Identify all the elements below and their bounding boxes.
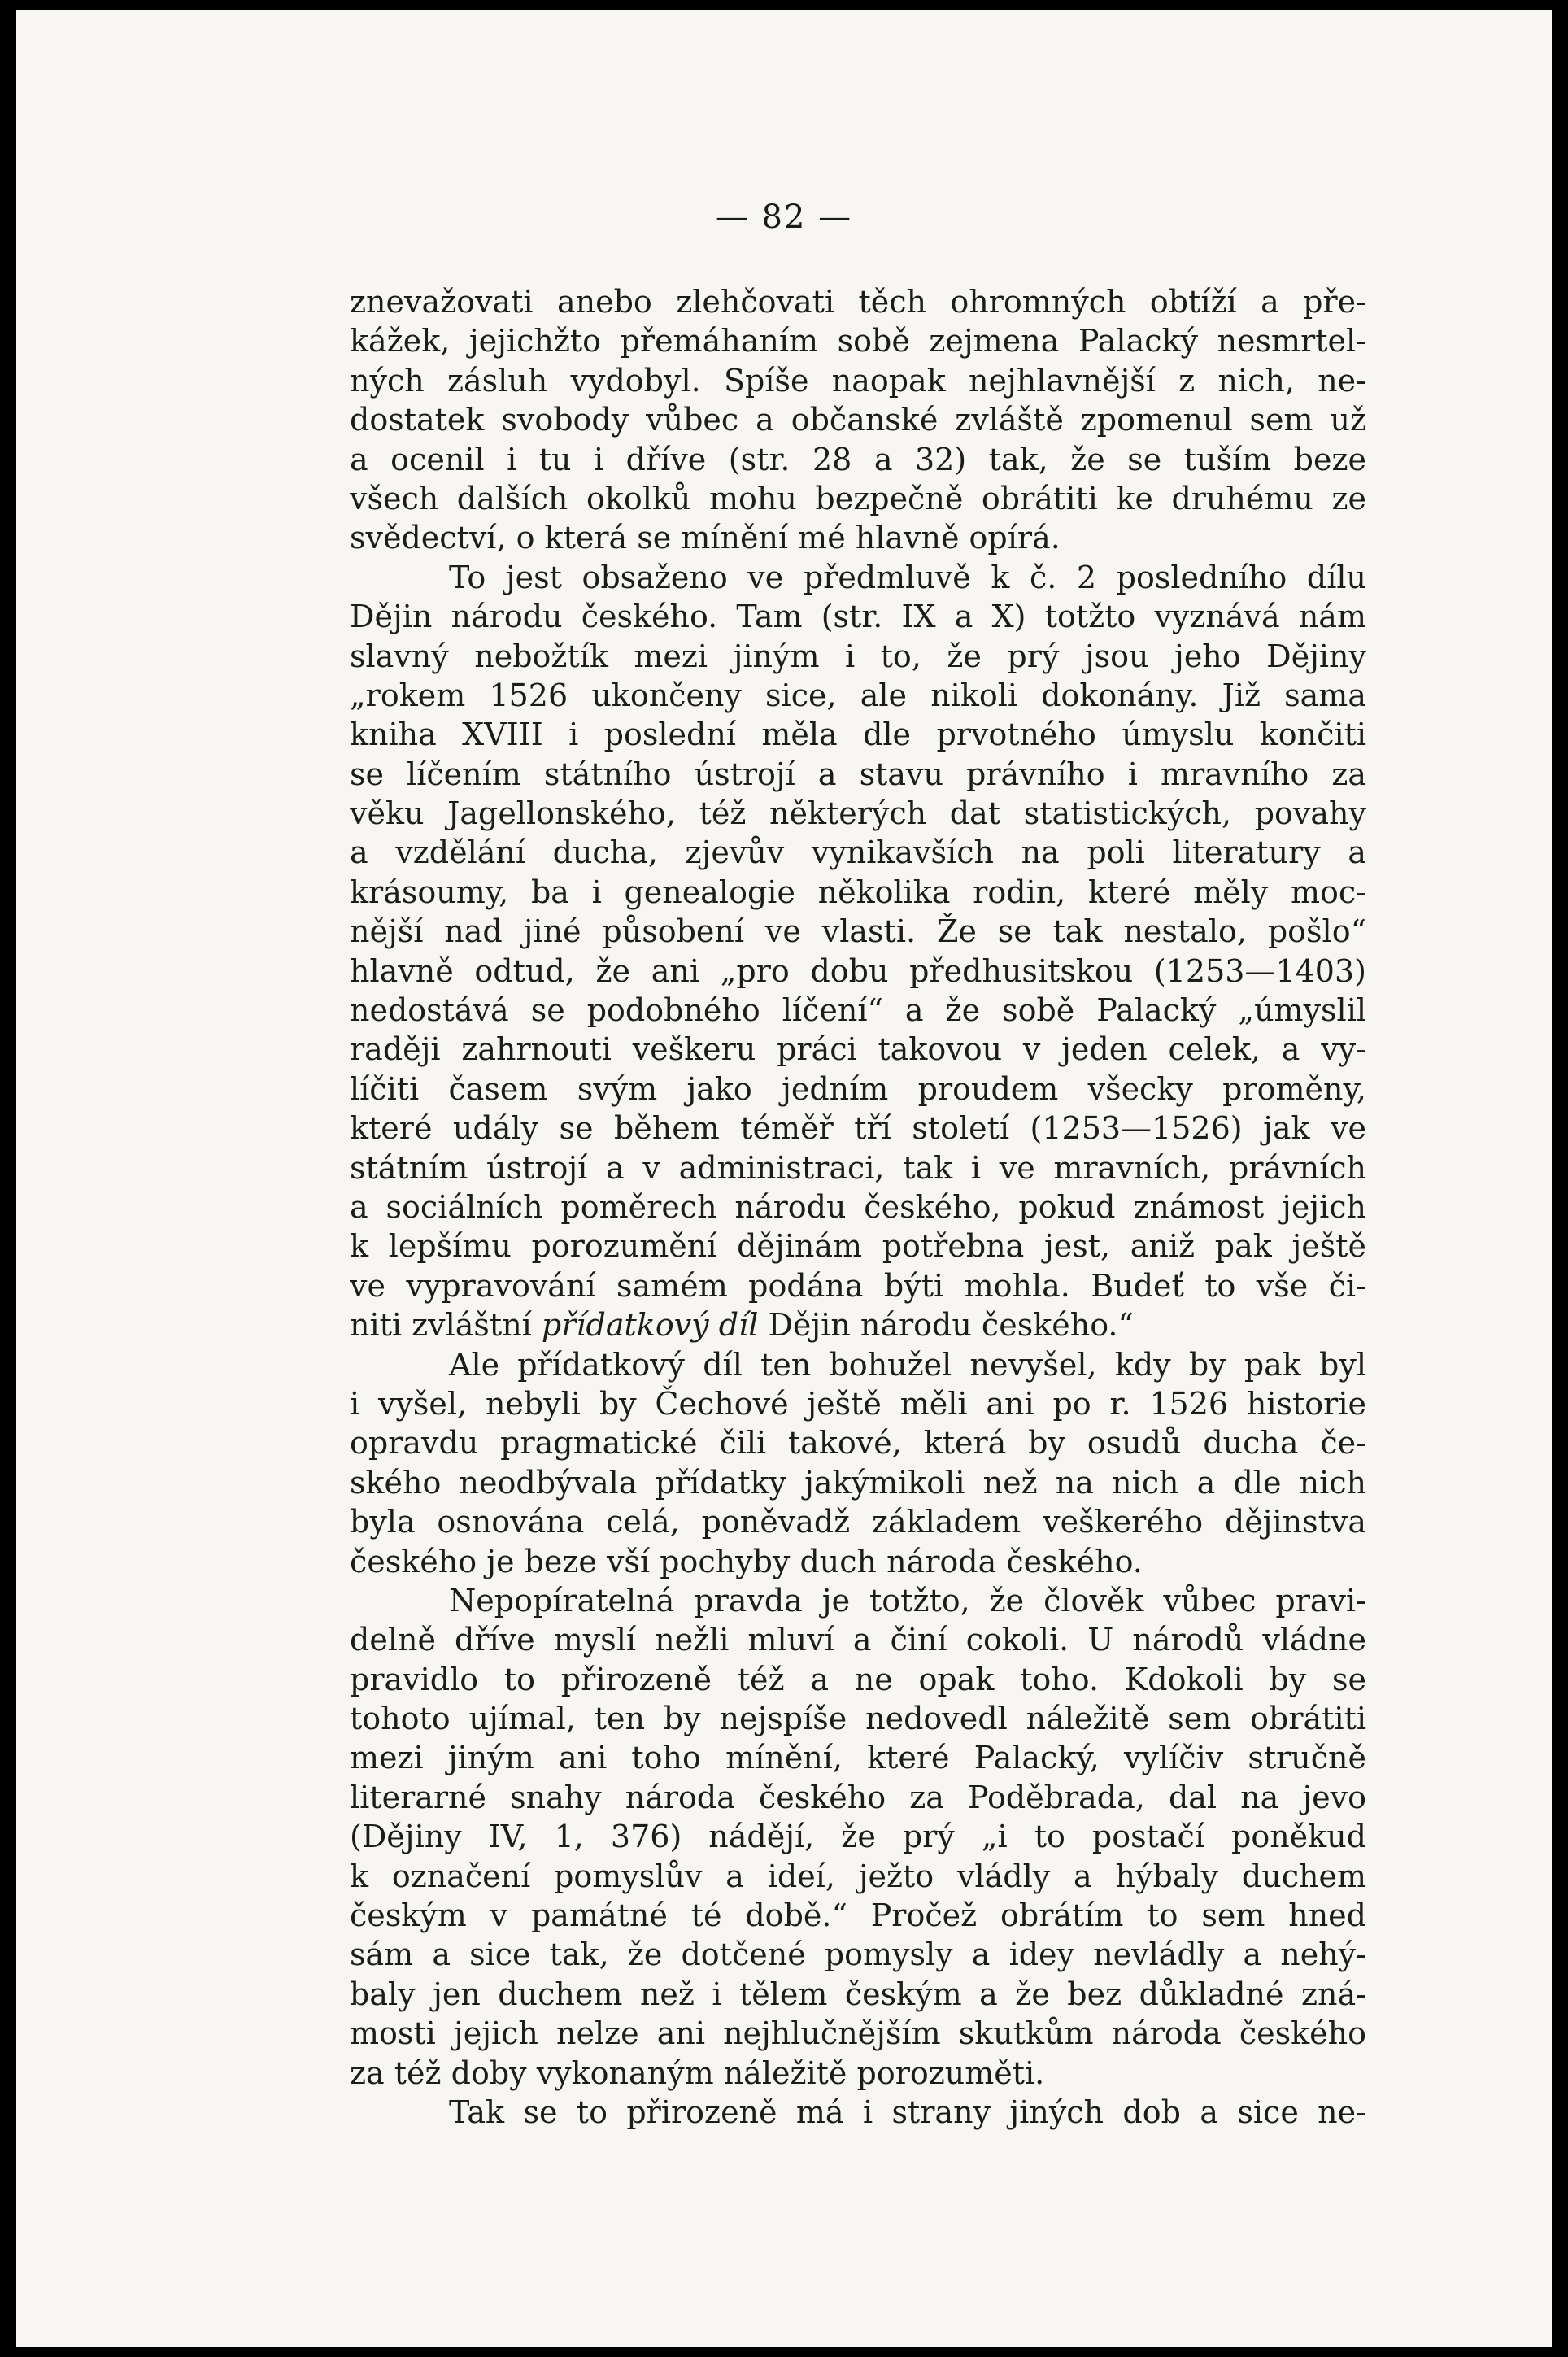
text-line: slavný nebožtík mezi jiným i to, že prý jsou jeho Dějiny	[350, 638, 1366, 674]
text-line: a sociálních poměrech národu českého, pokud známost jejich	[350, 1188, 1366, 1225]
text-line: Nepopíratelná pravda je totžto, že člověk vůbec pravi-	[449, 1582, 1366, 1619]
text-line: ve vypravování samém podána býti mohla. Budeť to vše či-	[350, 1267, 1366, 1304]
text-line: delně dříve myslí nežli mluví a činí cokoli. U národů vládne	[350, 1622, 1366, 1658]
text-line: všech dalších okolků mohu bezpečně obrátiti ke druhému ze	[350, 480, 1366, 516]
text-line: pravidlo to přirozeně též a ne opak toho. Kdokoli by se	[350, 1661, 1366, 1697]
text-line: se líčením státního ústrojí a stavu právního i mravního za	[350, 756, 1366, 792]
text-line: literarné snahy národa českého za Poděbrada, dal na jevo	[350, 1779, 1366, 1815]
italic-term: přídatkový díl	[541, 1307, 759, 1344]
text-line: baly jen duchem než i tělem českým a že bez důkladné zná-	[350, 1976, 1366, 2012]
text-line: hlavně odtud, že ani „pro dobu předhusitskou (1253—1403)	[350, 952, 1366, 989]
text-line: českého je beze vší pochyby duch národa českého.	[350, 1543, 1143, 1579]
text-line: Ale přídatkový díl ten bohužel nevyšel, kdy by pak byl	[449, 1346, 1366, 1383]
paragraph	[350, 2093, 1366, 2132]
text-line: dostatek svobody vůbec a občanské zvláště zpomenul sem už	[350, 402, 1366, 438]
text-line: byla osnována celá, poněvadž základem veškerého dějinstva	[350, 1504, 1366, 1540]
text-line: k lepšímu porozumění dějinám potřebna jest, aniž pak ještě	[350, 1228, 1366, 1265]
text-line: nější nad jiné působení ve vlasti. Že se tak nestalo, pošlo“	[350, 913, 1366, 950]
text-line: opravdu pragmatické čili takové, která by osudů ducha če-	[350, 1425, 1366, 1462]
paragraph	[350, 1345, 1366, 1581]
text-line: svědectví, o která se mínění mé hlavně opírá.	[350, 520, 1061, 556]
text-line: věku Jagellonského, též některých dat statistických, povahy	[350, 795, 1366, 832]
text-line: (Dějiny IV, 1, 376) nádějí, že prý „i to postačí poněkud	[350, 1819, 1366, 1855]
paragraph	[350, 558, 1366, 1345]
text-line: k označení pomyslův a ideí, ježto vládly a hýbaly duchem	[350, 1858, 1366, 1894]
text-line: státním ústrojí a v administraci, tak i ve mravních, právních	[350, 1149, 1366, 1186]
text-line: sám a sice tak, že dotčené pomysly a idey nevládly a nehý-	[350, 1937, 1366, 1973]
text-line: a ocenil i tu i dříve (str. 28 a 32) tak, že se tuším beze	[350, 441, 1366, 477]
text-line: mezi jiným ani toho mínění, které Palacký, vylíčiv stručně	[350, 1740, 1366, 1776]
paragraph	[350, 1581, 1366, 2093]
body-text	[350, 282, 1366, 2132]
text-line: krásoumy, ba i genealogie několika rodin, které měly moc-	[350, 874, 1366, 910]
text-line: českým v památné té době.“ Pročež obrátím to sem hned	[350, 1897, 1366, 1934]
text-line: a vzdělání ducha, zjevův vynikavších na poli literatury a	[350, 834, 1366, 871]
text-fragment: niti zvláštní	[350, 1307, 542, 1344]
text-line	[350, 1305, 1366, 1344]
text-line: raději zahrnouti veškeru práci takovou v jeden celek, a vy-	[350, 1031, 1366, 1068]
text-line: Tak se to přirozeně má i strany jiných dob a sice ne-	[449, 2093, 1366, 2130]
text-line: i vyšel, nebyli by Čechové ještě měli ani po r. 1526 historie	[350, 1385, 1366, 1422]
text-line: za též doby vykonaným náležitě porozuměti.	[350, 2054, 1045, 2091]
book-page	[16, 10, 1552, 2347]
text-line: „rokem 1526 ukončeny sice, ale nikoli dokonány. Již sama	[350, 677, 1366, 713]
text-line: znevažovati anebo zlehčovati těch ohromných obtíží a pře-	[350, 284, 1366, 320]
text-line: tohoto ujímal, ten by nejspíše nedovedl náležitě sem obrátiti	[350, 1701, 1366, 1737]
text-line: kážek, jejichžto přemáhaním sobě zejmena Palacký nesmrtel-	[350, 323, 1366, 359]
text-fragment: Dějin národu českého.“	[758, 1307, 1134, 1344]
text-line: Dějin národu českého. Tam (str. IX a X) totžto vyznává nám	[350, 599, 1366, 635]
paragraph	[350, 282, 1366, 558]
text-line: ského neodbývala přídatky jakýmikoli než na nich a dle nich	[350, 1464, 1366, 1501]
text-line: kniha XVIII i poslední měla dle prvotného úmyslu končiti	[350, 717, 1366, 753]
text-line: nedostává se podobného líčení“ a že sobě Palacký „úmyslil	[350, 992, 1366, 1029]
text-line: které udály se během téměř tří století (1253—1526) jak ve	[350, 1110, 1366, 1147]
text-line: mosti jejich nelze ani nejhlučnějším skutkům národa českého	[350, 2015, 1366, 2052]
page-number: — 82 —	[715, 198, 853, 236]
text-line: To jest obsaženo ve předmluvě k č. 2 posledního dílu	[449, 559, 1366, 595]
text-line: ných zásluh vydobyl. Spíše naopak nejhlavnější z nich, ne-	[350, 362, 1366, 399]
text-line: líčiti časem svým jako jedním proudem všecky proměny,	[350, 1070, 1366, 1107]
